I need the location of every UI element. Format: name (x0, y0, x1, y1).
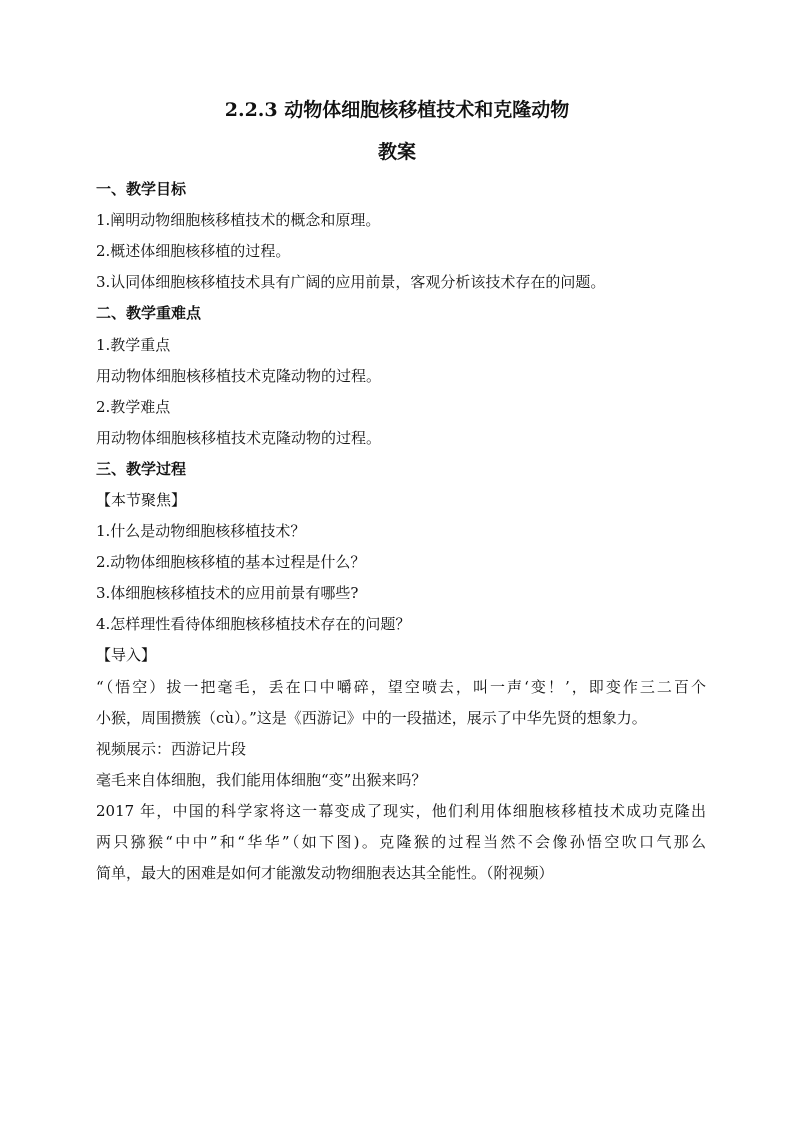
intro-label: 【导入】 (96, 646, 157, 664)
key-point-text: 用动物体细胞核移植技术克隆动物的过程。 (96, 367, 382, 385)
paragraph-line: 两只猕猴“中中”和“华华”（如下图)。克隆猴的过程当然不会像孙悟空吹口气那么 (96, 833, 706, 851)
section-heading-process: 三、教学过程 (96, 460, 187, 478)
intro-paragraph-line: 小猴，周围攒簇（cù）。”这是《西游记》中的一段描述，展示了中华先贤的想象力。 (96, 709, 647, 727)
paragraph-line: 2017 年，中国的科学家将这一幕变成了现实，他们利用体细胞核移植技术成功克隆出 (96, 802, 706, 820)
section-heading-objectives: 一、教学目标 (96, 180, 187, 198)
document-subtitle: 教案 (377, 141, 416, 163)
video-line: 视频展示：西游记片段 (96, 740, 247, 758)
key-point-label: 1.教学重点 (96, 336, 171, 354)
focus-question: 2.动物体细胞核移植的基本过程是什么？ (96, 553, 366, 571)
difficulty-text: 用动物体细胞核移植技术克隆动物的过程。 (96, 429, 382, 447)
difficulty-label: 2.教学难点 (96, 398, 171, 416)
focus-question: 1.什么是动物细胞核移植技术？ (96, 522, 306, 540)
document-title: 2.2.3 动物体细胞核移植技术和克隆动物 (224, 99, 570, 121)
focus-question: 3.体细胞核移植技术的应用前景有哪些? (96, 584, 359, 602)
question-line: 毫毛来自体细胞，我们能用体细胞“变”出猴来吗？ (96, 771, 427, 789)
focus-label: 【本节聚焦】 (96, 491, 187, 509)
intro-paragraph-line: “（悟空）拔一把毫毛，丢在口中嚼碎，望空喷去，叫一声‘变！’，即变作三二百个 (96, 678, 706, 696)
paragraph-line: 简单，最大的困难是如何才能激发动物细胞表达其全能性。（附视频） (96, 864, 554, 882)
focus-question: 4.怎样理性看待体细胞核移植技术存在的问题？ (96, 615, 411, 633)
section-heading-key-points: 二、教学重难点 (96, 304, 202, 322)
objective-item: 2.概述体细胞核移植的过程。 (96, 242, 291, 260)
objective-item: 3.认同体细胞核移植技术具有广阔的应用前景，客观分析该技术存在的问题。 (96, 273, 606, 291)
objective-item: 1.阐明动物细胞核移植技术的概念和原理。 (96, 211, 381, 229)
